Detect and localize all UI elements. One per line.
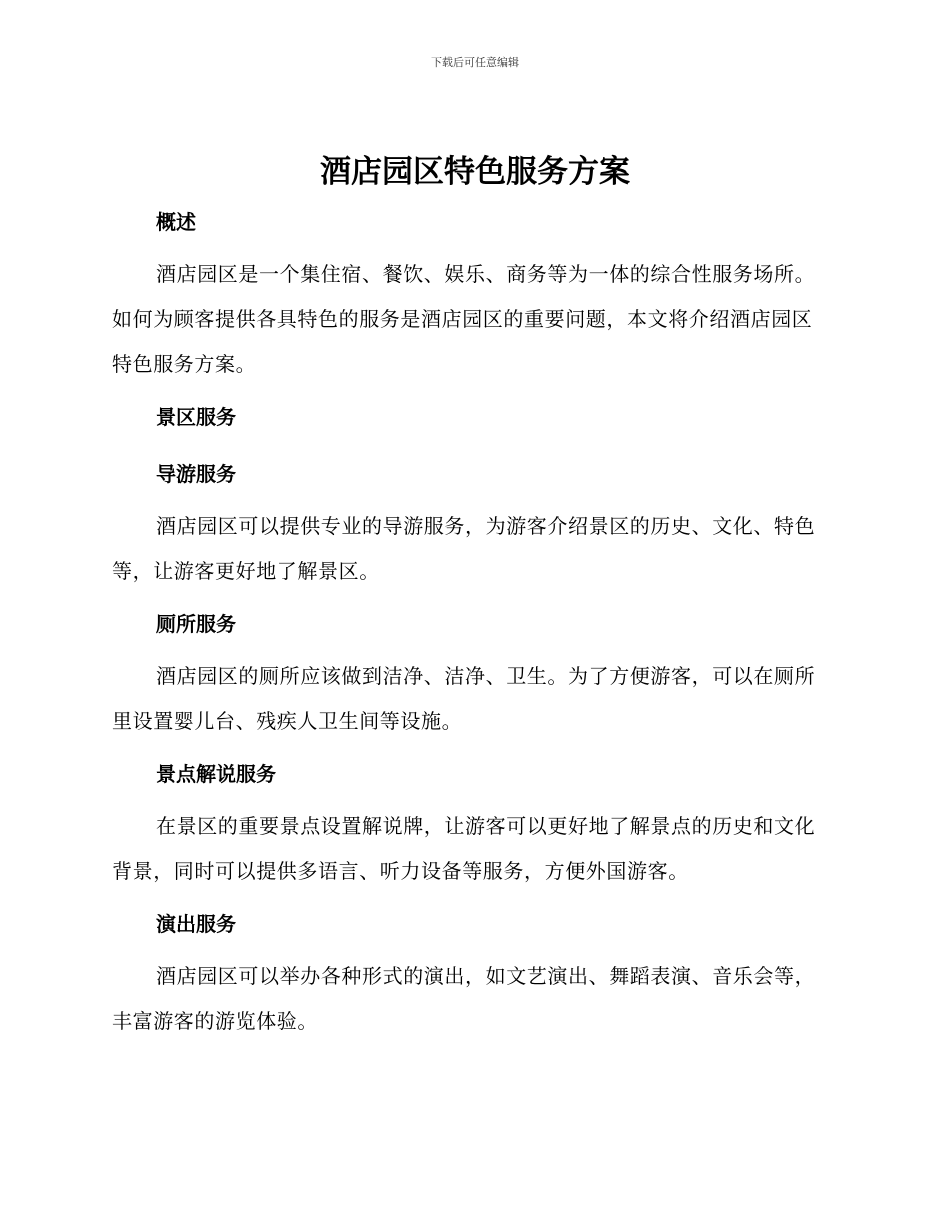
document-title: 酒店园区特色服务方案 [320,154,630,190]
paragraph-explanation-service: 在景区的重要景点设置解说牌，让游客可以更好地了解景点的历史和文化背景，同时可以提供多语言、听力设备等服务，方便外国游客。 [112,814,816,883]
paragraph-guide-service: 酒店园区可以提供专业的导游服务，为游客介绍景区的历史、文化、特色等，让游客更好地了解景区。 [112,514,816,583]
paragraph-overview: 酒店园区是一个集住宿、餐饮、娱乐、商务等为一体的综合性服务场所。如何为顾客提供各具特色的服务是酒店园区的重要问题，本文将介绍酒店园区特色服务方案。 [112,262,816,376]
paragraph-restroom-service: 酒店园区的厕所应该做到洁净、洁净、卫生。为了方便游客，可以在厕所里设置婴儿台、残疾人卫生间等设施。 [112,664,816,733]
heading-explanation-service: 景点解说服务 [156,762,276,786]
heading-scenic-services: 景区服务 [156,405,236,429]
heading-overview: 概述 [156,210,196,234]
paragraph-performance-service: 酒店园区可以举办各种形式的演出，如文艺演出、舞蹈表演、音乐会等，丰富游客的游览体验。 [112,964,816,1033]
document-body [112,205,832,1044]
heading-restroom-service: 厕所服务 [156,612,236,636]
heading-guide-service: 导游服务 [156,462,236,486]
heading-performance-service: 演出服务 [156,912,236,936]
header-note: 下载后可任意编辑 [431,56,519,69]
